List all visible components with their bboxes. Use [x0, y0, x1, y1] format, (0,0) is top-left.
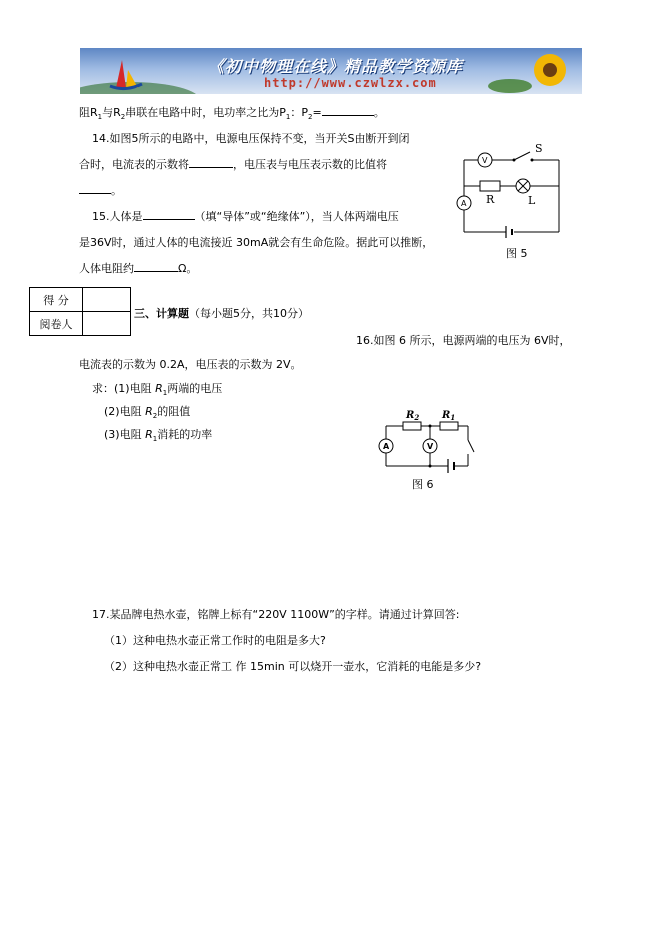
svg-text:S: S	[535, 142, 543, 155]
answer-blank[interactable]	[189, 156, 233, 168]
score-table	[29, 287, 131, 336]
figure-5-caption: 图 5	[506, 247, 528, 260]
question-15-line2: 是36V时，通过人体的电流接近 30mA就会有生命危险。据此可以推断，	[79, 236, 434, 249]
banner-url: http://www.czwlzx.com	[264, 76, 437, 90]
answer-blank[interactable]	[322, 104, 374, 116]
score-label: 得 分	[30, 288, 83, 312]
question-14-line2: 合时，电流表的示数将 ，电压表与电压表示数的比值将	[79, 158, 387, 171]
answer-blank[interactable]	[134, 260, 178, 272]
figure-6-caption: 图 6	[412, 478, 434, 491]
banner-title: 《初中物理在线》精品教学资源库	[208, 57, 464, 76]
question-16-line2: 电流表的示数为 0.2A，电压表的示数为 2V。	[79, 358, 302, 371]
svg-text:R: R	[486, 193, 495, 206]
grader-cell[interactable]	[83, 312, 131, 336]
question-14-line3: 。	[79, 182, 122, 198]
svg-text:R1: $R_1$	[442, 410, 456, 422]
svg-text:L: L	[528, 194, 536, 207]
text-line-power-ratio: 阻$R_1$与$R_2$串联在电路中时，电功率之比为$P_1$：$P_2=$ 。	[79, 106, 385, 122]
answer-blank[interactable]	[143, 208, 195, 220]
question-17-part2: （2）这种电热水壶正常工 作 15min 可以烧开一壶水，它消耗的电能是多少?	[104, 660, 482, 673]
question-16: 16.如图 6 所示，电源两端的电压为 6V时，	[356, 334, 571, 347]
question-14: 14.如图5所示的电路中，电源电压保持不变，当开关S由断开到闭	[92, 132, 410, 145]
answer-blank[interactable]	[79, 182, 111, 194]
header-banner	[80, 48, 582, 94]
grader-label: 阅卷人	[30, 312, 83, 336]
svg-text:V: V	[427, 442, 434, 451]
svg-text:A: A	[461, 199, 467, 208]
figure-5-circuit	[456, 140, 568, 264]
question-16-part1: 求：(1)电阻 $R_1$两端的电压	[92, 382, 223, 398]
section-3-heading: 三、计算题（每小题5分，共10分）	[134, 307, 309, 320]
svg-text:R2: $R_2$	[406, 410, 420, 422]
figure-6-circuit	[378, 406, 478, 494]
question-16-part3: (3)电阻 $R_1$消耗的功率	[104, 428, 213, 444]
question-15-line3: 人体电阻约 Ω。	[79, 262, 198, 275]
question-16-part2: (2)电阻 $R_2$的阻值	[104, 405, 191, 421]
logo-icon	[116, 60, 126, 88]
svg-text:A: A	[383, 442, 390, 451]
question-17: 17.某品牌电热水壶，铭牌上标有“220V 1100W”的字样。请通过计算回答:	[92, 608, 460, 621]
question-15: 15.人体是 （填“导体”或“绝缘体”），当人体两端电压	[92, 210, 399, 223]
score-cell[interactable]	[83, 288, 131, 312]
question-17-part1: （1）这种电热水壶正常工作时的电阻是多大?	[104, 634, 326, 647]
svg-text:V: V	[482, 156, 488, 165]
